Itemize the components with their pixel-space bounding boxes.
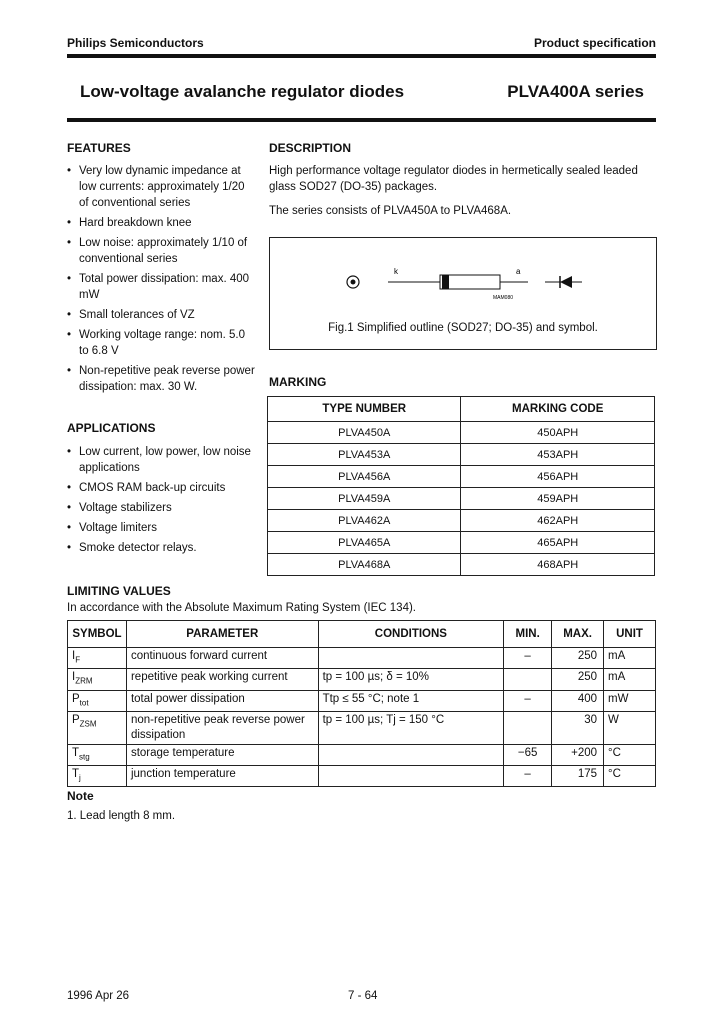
column-header: MAX. xyxy=(552,621,604,648)
parameter-cell: repetitive peak working current xyxy=(126,669,318,690)
marking-heading: MARKING xyxy=(269,375,327,389)
unit-cell: °C xyxy=(604,766,656,787)
feature-item: • Working voltage range: nom. 5.0 to 6.8 V xyxy=(67,327,257,359)
column-header: UNIT xyxy=(604,621,656,648)
table-row xyxy=(268,466,655,488)
page-number: 7 - 64 xyxy=(348,990,378,1002)
marking-table xyxy=(267,396,655,576)
limiting-values-subheading: In accordance with the Absolute Maximum Rating System (IEC 134). xyxy=(67,602,416,614)
note-text: 1. Lead length 8 mm. xyxy=(67,810,176,822)
conditions-cell xyxy=(318,648,504,669)
max-cell: 30 xyxy=(552,711,604,744)
marking-code: 459APH xyxy=(461,488,655,510)
type-number: PLVA459A xyxy=(268,488,461,510)
application-item: • Low current, low power, low noise applications xyxy=(67,444,257,476)
max-cell: 250 xyxy=(552,669,604,690)
min-cell: – xyxy=(504,648,552,669)
max-cell: 250 xyxy=(552,648,604,669)
label-k: k xyxy=(394,267,398,276)
parameter-cell: total power dissipation xyxy=(126,690,318,711)
symbol-cell: $T_{stg}$ xyxy=(68,744,127,765)
footer-date: 1996 Apr 26 xyxy=(67,990,130,1002)
column-header: MIN. xyxy=(504,621,552,648)
table-row xyxy=(268,554,655,576)
title-rule xyxy=(67,118,656,122)
type-number: PLVA456A xyxy=(268,466,461,488)
min-cell xyxy=(504,711,552,744)
conditions-cell: tp = 100 µs; Tj = 150 °C xyxy=(318,711,504,744)
cathode-band xyxy=(442,275,449,289)
figure-caption: Fig.1 Simplified outline (SOD27; DO-35) and symbol. xyxy=(328,322,598,334)
applications-heading: APPLICATIONS xyxy=(67,421,156,435)
figure-outline-box xyxy=(269,237,657,350)
table-row xyxy=(68,766,656,787)
feature-item: • Hard breakdown knee xyxy=(67,215,257,231)
unit-cell: mA xyxy=(604,669,656,690)
label-a: a xyxy=(516,267,521,276)
features-heading: FEATURES xyxy=(67,141,131,155)
table-row xyxy=(268,422,655,444)
unit-cell: W xyxy=(604,711,656,744)
type-number: PLVA465A xyxy=(268,532,461,554)
feature-item: • Total power dissipation: max. 400 mW xyxy=(67,271,257,303)
marking-code: 453APH xyxy=(461,444,655,466)
table-row xyxy=(68,711,656,744)
type-number: PLVA450A xyxy=(268,422,461,444)
column-header: SYMBOL xyxy=(68,621,127,648)
document-type: Product specification xyxy=(533,36,656,50)
application-item: • Voltage stabilizers xyxy=(67,500,257,516)
marking-code: 450APH xyxy=(461,422,655,444)
min-cell: – xyxy=(504,766,552,787)
parameter-cell: junction temperature xyxy=(126,766,318,787)
conditions-cell xyxy=(318,744,504,765)
table-row xyxy=(68,648,656,669)
type-number: PLVA462A xyxy=(268,510,461,532)
max-cell: +200 xyxy=(552,744,604,765)
end-view-inner xyxy=(351,280,356,285)
unit-cell: mW xyxy=(604,690,656,711)
company-name: Philips Semiconductors xyxy=(67,36,204,50)
max-cell: 175 xyxy=(552,766,604,787)
marking-code: 456APH xyxy=(461,466,655,488)
application-item: • Voltage limiters xyxy=(67,520,257,536)
limiting-values-heading: LIMITING VALUES xyxy=(67,584,171,598)
application-item: • Smoke detector relays. xyxy=(67,540,257,556)
figure-ref: MAM080 xyxy=(493,295,514,301)
description-para-2: The series consists of PLVA450A to PLVA468A. xyxy=(269,205,512,217)
min-cell: – xyxy=(504,690,552,711)
table-row xyxy=(68,744,656,765)
unit-cell: mA xyxy=(604,648,656,669)
limiting-header-row xyxy=(68,621,656,648)
min-cell xyxy=(504,669,552,690)
table-row xyxy=(68,669,656,690)
table-row xyxy=(268,488,655,510)
marking-code: 465APH xyxy=(461,532,655,554)
header-rule xyxy=(67,54,656,58)
table-row xyxy=(268,444,655,466)
description-heading: DESCRIPTION xyxy=(269,141,352,155)
parameter-cell: non-repetitive peak reverse power dissipation xyxy=(126,711,318,744)
min-cell: −65 xyxy=(504,744,552,765)
feature-item: • Small tolerances of VZ xyxy=(67,307,257,323)
note-heading: Note xyxy=(67,789,94,803)
applications-list xyxy=(67,444,257,560)
column-header: TYPE NUMBER xyxy=(268,397,461,422)
symbol-cell: $I_{ZRM}$ xyxy=(68,669,127,690)
limiting-values-table xyxy=(67,620,656,787)
table-row xyxy=(268,510,655,532)
page-title: Low-voltage avalanche regulator diodes xyxy=(80,82,405,101)
parameter-cell: storage temperature xyxy=(126,744,318,765)
type-number: PLVA468A xyxy=(268,554,461,576)
conditions-cell: Ttp ≤ 55 °C; note 1 xyxy=(318,690,504,711)
column-header: MARKING CODE xyxy=(461,397,655,422)
unit-cell: °C xyxy=(604,744,656,765)
conditions-cell xyxy=(318,766,504,787)
features-list xyxy=(67,163,257,399)
table-row xyxy=(268,532,655,554)
feature-item: • Low noise: approximately 1/10 of conventional series xyxy=(67,235,257,267)
description-para-1: High performance voltage regulator diodes in hermetically sealed leaded glass SOD27 (DO-35) packages. xyxy=(269,165,638,193)
symbol-cell: $P_{tot}$ xyxy=(68,690,127,711)
symbol-cell: $P_{ZSM}$ xyxy=(68,711,127,744)
symbol-cell: $I_F$ xyxy=(68,648,127,669)
conditions-cell: tp = 100 µs; δ = 10% xyxy=(318,669,504,690)
marking-header-row xyxy=(268,397,655,422)
marking-code: 462APH xyxy=(461,510,655,532)
column-header: CONDITIONS xyxy=(318,621,504,648)
marking-code: 468APH xyxy=(461,554,655,576)
series-title: PLVA400A series xyxy=(507,82,644,101)
table-row xyxy=(68,690,656,711)
column-header: PARAMETER xyxy=(126,621,318,648)
symbol-cell: $T_j$ xyxy=(68,766,127,787)
max-cell: 400 xyxy=(552,690,604,711)
parameter-cell: continuous forward current xyxy=(126,648,318,669)
type-number: PLVA453A xyxy=(268,444,461,466)
diode-outline-drawing xyxy=(270,238,656,318)
symbol-triangle xyxy=(560,276,572,288)
feature-item: • Very low dynamic impedance at low currents: approximately 1/20 of conventional series xyxy=(67,163,257,211)
feature-item: • Non-repetitive peak reverse power dissipation: max. 30 W. xyxy=(67,363,257,395)
application-item: • CMOS RAM back-up circuits xyxy=(67,480,257,496)
